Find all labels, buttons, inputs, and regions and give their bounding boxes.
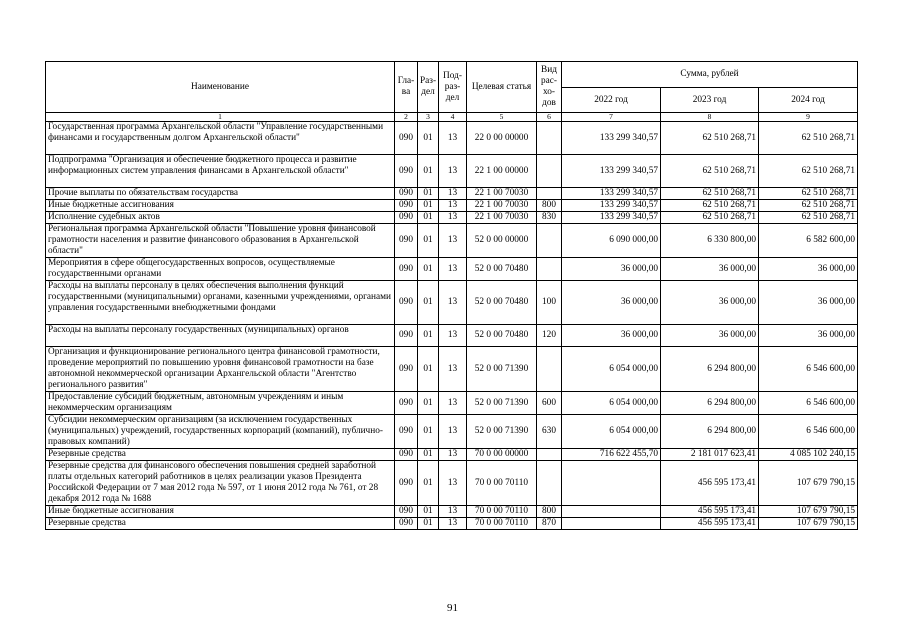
row-razdel: 01 [418,258,439,281]
row-name: Исполнение судебных актов [46,212,395,224]
row-sum-2023: 2 181 017 623,41 [661,449,759,461]
row-razdel: 01 [418,155,439,188]
row-sum-2022: 36 000,00 [562,258,661,281]
row-sum-2023: 6 294 800,00 [661,392,759,415]
row-sum-2022: 133 299 340,57 [562,200,661,212]
column-number: 7 [562,113,661,122]
header-vid-rashodov: Вид рас-хо-дов [537,62,562,113]
table-row [46,518,858,530]
row-glava: 090 [395,325,418,347]
row-sum-2023: 456 595 173,41 [661,518,759,530]
row-sum-2024: 62 510 268,71 [759,200,858,212]
row-sum-2023: 62 510 268,71 [661,122,759,155]
row-sum-2022 [562,518,661,530]
table-row [46,325,858,347]
row-sum-2023: 6 294 800,00 [661,347,759,392]
row-razdel: 01 [418,449,439,461]
row-celevaya-statya: 22 1 00 00000 [467,155,537,188]
row-sum-2024: 36 000,00 [759,258,858,281]
row-sum-2024: 62 510 268,71 [759,188,858,200]
row-vid-rashodov: 630 [537,415,562,449]
row-glava: 090 [395,155,418,188]
row-sum-2022 [562,506,661,518]
row-name: Прочие выплаты по обязательствам государства [46,188,395,200]
row-razdel: 01 [418,325,439,347]
row-celevaya-statya: 52 0 00 00000 [467,224,537,258]
row-podrazdel: 13 [439,281,467,325]
table-row [46,415,858,449]
row-name: Субсидии некоммерческим организациям (за исключением государственных (муниципальных) учреждений, государственных корпораций (компаний), публично-правовых компаний) [46,415,395,449]
row-sum-2024: 107 679 790,15 [759,506,858,518]
column-number: 9 [759,113,858,122]
row-sum-2022: 6 090 000,00 [562,224,661,258]
row-podrazdel: 13 [439,200,467,212]
row-razdel: 01 [418,347,439,392]
header-name: Наименование [46,62,395,113]
row-podrazdel: 13 [439,325,467,347]
row-sum-2022: 6 054 000,00 [562,347,661,392]
row-sum-2023: 36 000,00 [661,258,759,281]
row-sum-2022: 36 000,00 [562,281,661,325]
row-podrazdel: 13 [439,506,467,518]
row-sum-2024: 6 546 600,00 [759,415,858,449]
row-name: Иные бюджетные ассигнования [46,506,395,518]
row-glava: 090 [395,122,418,155]
row-razdel: 01 [418,122,439,155]
row-vid-rashodov [537,461,562,506]
table-row [46,506,858,518]
header-year-2022: 2022 год [562,88,661,113]
row-celevaya-statya: 52 0 00 71390 [467,392,537,415]
row-podrazdel: 13 [439,518,467,530]
row-celevaya-statya: 52 0 00 70480 [467,325,537,347]
row-celevaya-statya: 70 0 00 70110 [467,461,537,506]
row-sum-2024: 62 510 268,71 [759,122,858,155]
row-celevaya-statya: 22 1 00 70030 [467,212,537,224]
header-summa: Сумма, рублей [562,62,858,88]
row-sum-2023: 62 510 268,71 [661,188,759,200]
column-number: 3 [418,113,439,122]
column-number: 8 [661,113,759,122]
row-podrazdel: 13 [439,212,467,224]
row-glava: 090 [395,224,418,258]
row-vid-rashodov [537,188,562,200]
row-sum-2023: 456 595 173,41 [661,506,759,518]
row-celevaya-statya: 52 0 00 70480 [467,281,537,325]
table-row [46,461,858,506]
row-vid-rashodov [537,347,562,392]
row-name: Государственная программа Архангельской области "Управление государственными финансами и государственным долгом Архангельской области" [46,122,395,155]
row-glava: 090 [395,212,418,224]
table-row [46,200,858,212]
row-celevaya-statya: 70 0 00 00000 [467,449,537,461]
header-celevaya-statya: Целевая статья [467,62,537,113]
row-sum-2024: 6 546 600,00 [759,392,858,415]
row-name: Расходы на выплаты персоналу в целях обеспечения выполнения функций государственными (муниципальными) органами, казенными учреждениями, органами управления государственными внебюджетными фондами [46,281,395,325]
row-sum-2024: 6 582 600,00 [759,224,858,258]
row-sum-2022: 133 299 340,57 [562,155,661,188]
column-number: 6 [537,113,562,122]
row-razdel: 01 [418,518,439,530]
row-vid-rashodov: 600 [537,392,562,415]
row-sum-2022: 716 622 455,70 [562,449,661,461]
row-vid-rashodov [537,449,562,461]
row-vid-rashodov: 800 [537,200,562,212]
row-celevaya-statya: 52 0 00 71390 [467,347,537,392]
row-sum-2023: 36 000,00 [661,325,759,347]
row-name: Резервные средства [46,449,395,461]
table-row [46,224,858,258]
table-row [46,258,858,281]
row-sum-2024: 107 679 790,15 [759,461,858,506]
row-name: Резервные средства для финансового обеспечения повышения средней заработной платы отдельных категорий работников в целях реализации указов Президента Российской Федерации от 7 мая 2012 года № 597, от 1 июня 2012 года № 761, от 28 декабря 2012 года № 1688 [46,461,395,506]
row-celevaya-statya: 52 0 00 71390 [467,415,537,449]
table-row [46,281,858,325]
row-glava: 090 [395,461,418,506]
row-razdel: 01 [418,224,439,258]
row-sum-2023: 36 000,00 [661,281,759,325]
row-razdel: 01 [418,392,439,415]
row-name: Организация и функционирование регионального центра финансовой грамотности, проведение мероприятий по повышению уровня финансовой грамотности на базе автономной некоммерческой организации Архангельской области "Агентство регионального развития" [46,347,395,392]
table-row [46,392,858,415]
row-glava: 090 [395,347,418,392]
table-row [46,122,858,155]
row-podrazdel: 13 [439,188,467,200]
row-celevaya-statya: 70 0 00 70110 [467,518,537,530]
row-podrazdel: 13 [439,224,467,258]
column-number: 5 [467,113,537,122]
row-vid-rashodov [537,258,562,281]
row-podrazdel: 13 [439,449,467,461]
header-year-2024: 2024 год [759,88,858,113]
row-glava: 090 [395,518,418,530]
row-sum-2024: 36 000,00 [759,281,858,325]
row-celevaya-statya: 22 1 00 70030 [467,188,537,200]
column-number-row [46,113,858,122]
row-glava: 090 [395,415,418,449]
row-sum-2023: 456 595 173,41 [661,461,759,506]
table-row [46,212,858,224]
row-sum-2024: 107 679 790,15 [759,518,858,530]
row-sum-2024: 36 000,00 [759,325,858,347]
column-number: 4 [439,113,467,122]
table-row [46,347,858,392]
row-sum-2023: 62 510 268,71 [661,200,759,212]
row-podrazdel: 13 [439,415,467,449]
row-name: Предоставление субсидий бюджетным, автономным учреждениям и иным некоммерческим организациям [46,392,395,415]
row-sum-2024: 4 085 102 240,15 [759,449,858,461]
header-podrazdel: Под-раз-дел [439,62,467,113]
row-razdel: 01 [418,415,439,449]
row-vid-rashodov [537,224,562,258]
row-razdel: 01 [418,188,439,200]
row-vid-rashodov [537,122,562,155]
row-celevaya-statya: 70 0 00 70110 [467,506,537,518]
row-vid-rashodov: 830 [537,212,562,224]
row-name: Расходы на выплаты персоналу государственных (муниципальных) органов [46,325,395,347]
row-celevaya-statya: 22 0 00 00000 [467,122,537,155]
row-sum-2022: 133 299 340,57 [562,212,661,224]
row-podrazdel: 13 [439,258,467,281]
row-name: Резервные средства [46,518,395,530]
row-razdel: 01 [418,506,439,518]
row-glava: 090 [395,506,418,518]
row-sum-2024: 62 510 268,71 [759,155,858,188]
row-sum-2022: 6 054 000,00 [562,392,661,415]
header-year-2023: 2023 год [661,88,759,113]
row-podrazdel: 13 [439,155,467,188]
row-razdel: 01 [418,281,439,325]
row-sum-2022: 6 054 000,00 [562,415,661,449]
row-podrazdel: 13 [439,392,467,415]
row-sum-2024: 6 546 600,00 [759,347,858,392]
page-number: 91 [447,602,458,614]
row-sum-2022 [562,461,661,506]
row-sum-2022: 133 299 340,57 [562,122,661,155]
row-podrazdel: 13 [439,461,467,506]
row-sum-2023: 62 510 268,71 [661,212,759,224]
row-sum-2024: 62 510 268,71 [759,212,858,224]
row-podrazdel: 13 [439,347,467,392]
row-celevaya-statya: 52 0 00 70480 [467,258,537,281]
row-glava: 090 [395,449,418,461]
row-sum-2023: 62 510 268,71 [661,155,759,188]
column-number: 2 [395,113,418,122]
row-sum-2022: 36 000,00 [562,325,661,347]
row-name: Мероприятия в сфере общегосударственных вопросов, осуществляемые государственными органами [46,258,395,281]
row-vid-rashodov [537,155,562,188]
row-glava: 090 [395,200,418,212]
column-number: 1 [46,113,395,122]
row-glava: 090 [395,258,418,281]
row-name: Региональная программа Архангельской области "Повышение уровня финансовой грамотности населения и развитие финансового образования в Архангельской области" [46,224,395,258]
row-glava: 090 [395,392,418,415]
header-glava: Гла-ва [395,62,418,113]
row-vid-rashodov: 100 [537,281,562,325]
row-razdel: 01 [418,212,439,224]
table-row [46,188,858,200]
table-row [46,155,858,188]
row-vid-rashodov: 870 [537,518,562,530]
row-vid-rashodov: 120 [537,325,562,347]
table-row [46,449,858,461]
row-vid-rashodov: 800 [537,506,562,518]
row-celevaya-statya: 22 1 00 70030 [467,200,537,212]
row-sum-2023: 6 330 800,00 [661,224,759,258]
budget-table [45,61,858,530]
row-razdel: 01 [418,461,439,506]
row-name: Подпрограмма "Организация и обеспечение бюджетного процесса и развитие информационных систем управления финансами в Архангельской области" [46,155,395,188]
row-sum-2022: 133 299 340,57 [562,188,661,200]
row-podrazdel: 13 [439,122,467,155]
row-name: Иные бюджетные ассигнования [46,200,395,212]
row-razdel: 01 [418,200,439,212]
row-glava: 090 [395,281,418,325]
row-sum-2023: 6 294 800,00 [661,415,759,449]
header-razdel: Раз-дел [418,62,439,113]
row-glava: 090 [395,188,418,200]
